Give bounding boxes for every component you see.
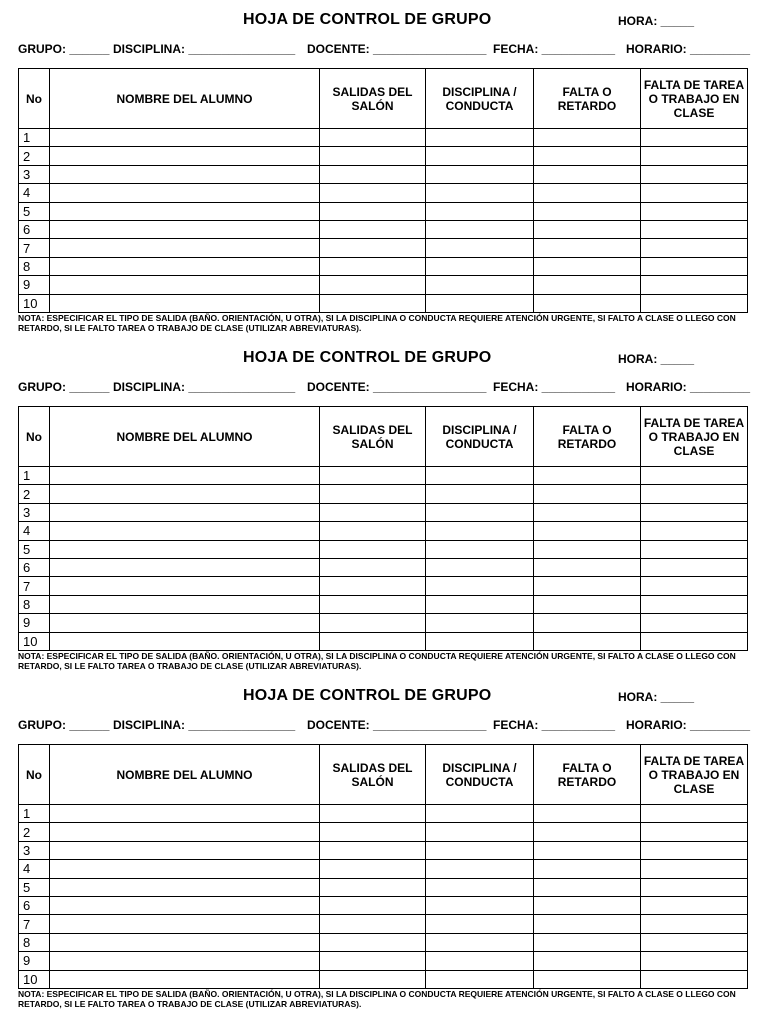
cell-tarea[interactable] <box>641 485 748 503</box>
row-number: 3 <box>19 841 50 859</box>
cell-salidas[interactable] <box>320 522 426 540</box>
student-table <box>18 406 748 651</box>
sheet-title: HOJA DE CONTROL DE GRUPO <box>243 687 492 704</box>
table-row <box>19 841 748 859</box>
control-sheet <box>0 676 768 1014</box>
grupo-field: GRUPO: ______ <box>18 380 110 394</box>
row-number: 1 <box>19 805 50 823</box>
cell-salidas[interactable] <box>320 276 426 294</box>
horario-field: HORARIO: _________ <box>626 718 751 732</box>
cell-salidas[interactable] <box>320 184 426 202</box>
column-header-nombre: NOMBRE DEL ALUMNO <box>50 407 320 467</box>
cell-disciplina[interactable] <box>426 147 534 165</box>
cell-falta[interactable] <box>534 522 641 540</box>
row-number: 10 <box>19 632 50 650</box>
cell-disciplina[interactable] <box>426 595 534 613</box>
cell-salidas[interactable] <box>320 257 426 275</box>
cell-tarea[interactable] <box>641 522 748 540</box>
cell-salidas[interactable] <box>320 933 426 951</box>
table-row <box>19 595 748 613</box>
cell-nombre[interactable] <box>50 632 320 650</box>
cell-nombre[interactable] <box>50 540 320 558</box>
column-header-salidas: SALIDAS DEL SALÓN <box>320 69 426 129</box>
hora-field: HORA: _____ <box>618 690 695 704</box>
cell-salidas[interactable] <box>320 860 426 878</box>
cell-nombre[interactable] <box>50 558 320 576</box>
table-header-row <box>19 745 748 805</box>
cell-nombre[interactable] <box>50 522 320 540</box>
cell-tarea[interactable] <box>641 632 748 650</box>
cell-disciplina[interactable] <box>426 632 534 650</box>
cell-tarea[interactable] <box>641 257 748 275</box>
cell-falta[interactable] <box>534 860 641 878</box>
cell-salidas[interactable] <box>320 595 426 613</box>
cell-tarea[interactable] <box>641 970 748 988</box>
cell-falta[interactable] <box>534 952 641 970</box>
cell-nombre[interactable] <box>50 595 320 613</box>
cell-disciplina[interactable] <box>426 915 534 933</box>
cell-disciplina[interactable] <box>426 485 534 503</box>
cell-disciplina[interactable] <box>426 970 534 988</box>
cell-tarea[interactable] <box>641 933 748 951</box>
control-sheet <box>0 338 768 676</box>
cell-tarea[interactable] <box>641 129 748 147</box>
column-header-no: No <box>19 69 50 129</box>
student-table <box>18 68 748 313</box>
cell-disciplina[interactable] <box>426 129 534 147</box>
cell-nombre[interactable] <box>50 952 320 970</box>
cell-falta[interactable] <box>534 276 641 294</box>
cell-falta[interactable] <box>534 933 641 951</box>
cell-salidas[interactable] <box>320 805 426 823</box>
cell-disciplina[interactable] <box>426 860 534 878</box>
cell-nombre[interactable] <box>50 823 320 841</box>
row-number: 1 <box>19 467 50 485</box>
column-header-disciplina: DISCIPLINA / CONDUCTA <box>426 69 534 129</box>
table-row <box>19 184 748 202</box>
cell-disciplina[interactable] <box>426 257 534 275</box>
column-header-falta: FALTA O RETARDO <box>534 69 641 129</box>
table-row <box>19 632 748 650</box>
row-number: 2 <box>19 823 50 841</box>
row-number: 7 <box>19 577 50 595</box>
cell-tarea[interactable] <box>641 202 748 220</box>
row-number: 8 <box>19 933 50 951</box>
cell-tarea[interactable] <box>641 577 748 595</box>
docente-field: DOCENTE: _________________ <box>307 42 487 56</box>
cell-disciplina[interactable] <box>426 503 534 521</box>
header-fields <box>18 42 758 58</box>
cell-nombre[interactable] <box>50 503 320 521</box>
cell-disciplina[interactable] <box>426 220 534 238</box>
cell-tarea[interactable] <box>641 595 748 613</box>
table-row <box>19 878 748 896</box>
cell-tarea[interactable] <box>641 614 748 632</box>
table-row <box>19 294 748 312</box>
header-fields <box>18 380 758 396</box>
table-row <box>19 467 748 485</box>
cell-salidas[interactable] <box>320 614 426 632</box>
cell-falta[interactable] <box>534 823 641 841</box>
cell-falta[interactable] <box>534 896 641 914</box>
cell-disciplina[interactable] <box>426 896 534 914</box>
horario-field: HORARIO: _________ <box>626 380 751 394</box>
table-header-row <box>19 407 748 467</box>
cell-disciplina[interactable] <box>426 522 534 540</box>
cell-salidas[interactable] <box>320 577 426 595</box>
cell-salidas[interactable] <box>320 823 426 841</box>
cell-tarea[interactable] <box>641 878 748 896</box>
cell-disciplina[interactable] <box>426 467 534 485</box>
row-number: 6 <box>19 896 50 914</box>
fecha-field: FECHA: ___________ <box>493 42 616 56</box>
cell-tarea[interactable] <box>641 823 748 841</box>
table-row <box>19 577 748 595</box>
table-row <box>19 970 748 988</box>
table-row <box>19 805 748 823</box>
cell-falta[interactable] <box>534 878 641 896</box>
cell-nombre[interactable] <box>50 165 320 183</box>
disciplina-field: DISCIPLINA: ________________ <box>113 380 296 394</box>
cell-nombre[interactable] <box>50 467 320 485</box>
column-header-tarea: FALTA DE TAREA O TRABAJO EN CLASE <box>641 69 748 129</box>
cell-disciplina[interactable] <box>426 294 534 312</box>
cell-nombre[interactable] <box>50 577 320 595</box>
row-number: 10 <box>19 294 50 312</box>
row-number: 5 <box>19 878 50 896</box>
table-row <box>19 165 748 183</box>
column-header-tarea: FALTA DE TAREA O TRABAJO EN CLASE <box>641 407 748 467</box>
column-header-falta: FALTA O RETARDO <box>534 745 641 805</box>
row-number: 4 <box>19 184 50 202</box>
horario-field: HORARIO: _________ <box>626 42 751 56</box>
cell-salidas[interactable] <box>320 632 426 650</box>
cell-falta[interactable] <box>534 257 641 275</box>
table-row <box>19 129 748 147</box>
cell-disciplina[interactable] <box>426 805 534 823</box>
row-number: 6 <box>19 220 50 238</box>
cell-falta[interactable] <box>534 129 641 147</box>
cell-nombre[interactable] <box>50 915 320 933</box>
cell-salidas[interactable] <box>320 540 426 558</box>
column-header-salidas: SALIDAS DEL SALÓN <box>320 407 426 467</box>
table-row <box>19 257 748 275</box>
cell-tarea[interactable] <box>641 294 748 312</box>
cell-falta[interactable] <box>534 220 641 238</box>
cell-salidas[interactable] <box>320 165 426 183</box>
cell-salidas[interactable] <box>320 878 426 896</box>
cell-salidas[interactable] <box>320 485 426 503</box>
cell-nombre[interactable] <box>50 257 320 275</box>
sheet-note: NOTA: ESPECIFICAR EL TIPO DE SALIDA (BAÑO. ORIENTACIÓN, U OTRA), SI LA DISCIPLINA O CONDUCTA REQUIERE ATENCIÓN URGENTE, SI FALTO A CLASE O LLEGO CON RETARDO, SI LE FALTO TAREA O TRABAJO DE CLASE (UTILIZAR ABREVIATURAS). <box>18 989 736 1009</box>
cell-disciplina[interactable] <box>426 165 534 183</box>
cell-falta[interactable] <box>534 147 641 165</box>
cell-falta[interactable] <box>534 202 641 220</box>
column-header-falta: FALTA O RETARDO <box>534 407 641 467</box>
cell-nombre[interactable] <box>50 184 320 202</box>
cell-nombre[interactable] <box>50 220 320 238</box>
row-number: 4 <box>19 522 50 540</box>
row-number: 7 <box>19 915 50 933</box>
cell-tarea[interactable] <box>641 276 748 294</box>
row-number: 5 <box>19 540 50 558</box>
row-number: 9 <box>19 952 50 970</box>
table-row <box>19 614 748 632</box>
student-table <box>18 744 748 989</box>
cell-nombre[interactable] <box>50 805 320 823</box>
cell-tarea[interactable] <box>641 540 748 558</box>
table-row <box>19 915 748 933</box>
cell-falta[interactable] <box>534 915 641 933</box>
cell-falta[interactable] <box>534 503 641 521</box>
cell-tarea[interactable] <box>641 860 748 878</box>
fecha-field: FECHA: ___________ <box>493 718 616 732</box>
cell-nombre[interactable] <box>50 276 320 294</box>
row-number: 2 <box>19 485 50 503</box>
cell-falta[interactable] <box>534 805 641 823</box>
table-row <box>19 952 748 970</box>
hora-field: HORA: _____ <box>618 352 695 366</box>
docente-field: DOCENTE: _________________ <box>307 718 487 732</box>
table-header-row <box>19 69 748 129</box>
column-header-nombre: NOMBRE DEL ALUMNO <box>50 745 320 805</box>
cell-salidas[interactable] <box>320 970 426 988</box>
row-number: 10 <box>19 970 50 988</box>
cell-disciplina[interactable] <box>426 841 534 859</box>
table-row <box>19 540 748 558</box>
row-number: 3 <box>19 165 50 183</box>
cell-salidas[interactable] <box>320 294 426 312</box>
cell-disciplina[interactable] <box>426 878 534 896</box>
cell-tarea[interactable] <box>641 220 748 238</box>
row-number: 8 <box>19 595 50 613</box>
cell-falta[interactable] <box>534 632 641 650</box>
row-number: 6 <box>19 558 50 576</box>
cell-disciplina[interactable] <box>426 184 534 202</box>
cell-nombre[interactable] <box>50 239 320 257</box>
cell-nombre[interactable] <box>50 485 320 503</box>
row-number: 2 <box>19 147 50 165</box>
table-row <box>19 202 748 220</box>
disciplina-field: DISCIPLINA: ________________ <box>113 42 296 56</box>
disciplina-field: DISCIPLINA: ________________ <box>113 718 296 732</box>
cell-nombre[interactable] <box>50 970 320 988</box>
row-number: 5 <box>19 202 50 220</box>
table-row <box>19 503 748 521</box>
cell-tarea[interactable] <box>641 805 748 823</box>
cell-nombre[interactable] <box>50 614 320 632</box>
cell-tarea[interactable] <box>641 165 748 183</box>
cell-salidas[interactable] <box>320 896 426 914</box>
cell-disciplina[interactable] <box>426 558 534 576</box>
cell-tarea[interactable] <box>641 896 748 914</box>
cell-tarea[interactable] <box>641 952 748 970</box>
table-row <box>19 933 748 951</box>
cell-disciplina[interactable] <box>426 239 534 257</box>
cell-falta[interactable] <box>534 614 641 632</box>
column-header-no: No <box>19 745 50 805</box>
row-number: 9 <box>19 614 50 632</box>
column-header-tarea: FALTA DE TAREA O TRABAJO EN CLASE <box>641 745 748 805</box>
sheet-note: NOTA: ESPECIFICAR EL TIPO DE SALIDA (BAÑO. ORIENTACIÓN, U OTRA), SI LA DISCIPLINA O CONDUCTA REQUIERE ATENCIÓN URGENTE, SI FALTO A CLASE O LLEGO CON RETARDO, SI LE FALTO TAREA O TRABAJO DE CLASE (UTILIZAR ABREVIATURAS). <box>18 651 736 671</box>
control-sheet <box>0 0 768 338</box>
table-row <box>19 860 748 878</box>
cell-tarea[interactable] <box>641 841 748 859</box>
row-number: 9 <box>19 276 50 294</box>
column-header-no: No <box>19 407 50 467</box>
cell-salidas[interactable] <box>320 220 426 238</box>
cell-nombre[interactable] <box>50 147 320 165</box>
table-row <box>19 239 748 257</box>
cell-falta[interactable] <box>534 239 641 257</box>
cell-salidas[interactable] <box>320 202 426 220</box>
table-row <box>19 896 748 914</box>
fecha-field: FECHA: ___________ <box>493 380 616 394</box>
cell-salidas[interactable] <box>320 129 426 147</box>
cell-salidas[interactable] <box>320 147 426 165</box>
cell-tarea[interactable] <box>641 467 748 485</box>
table-row <box>19 220 748 238</box>
cell-falta[interactable] <box>534 467 641 485</box>
hora-field: HORA: _____ <box>618 14 695 28</box>
grupo-field: GRUPO: ______ <box>18 42 110 56</box>
cell-nombre[interactable] <box>50 294 320 312</box>
cell-disciplina[interactable] <box>426 823 534 841</box>
cell-nombre[interactable] <box>50 129 320 147</box>
cell-tarea[interactable] <box>641 503 748 521</box>
cell-salidas[interactable] <box>320 239 426 257</box>
table-row <box>19 558 748 576</box>
table-row <box>19 276 748 294</box>
sheet-title: HOJA DE CONTROL DE GRUPO <box>243 11 492 28</box>
cell-falta[interactable] <box>534 294 641 312</box>
cell-falta[interactable] <box>534 558 641 576</box>
column-header-disciplina: DISCIPLINA / CONDUCTA <box>426 745 534 805</box>
grupo-field: GRUPO: ______ <box>18 718 110 732</box>
cell-nombre[interactable] <box>50 202 320 220</box>
table-row <box>19 823 748 841</box>
header-fields <box>18 718 758 734</box>
cell-nombre[interactable] <box>50 841 320 859</box>
cell-disciplina[interactable] <box>426 202 534 220</box>
table-row <box>19 522 748 540</box>
row-number: 8 <box>19 257 50 275</box>
cell-tarea[interactable] <box>641 239 748 257</box>
docente-field: DOCENTE: _________________ <box>307 380 487 394</box>
cell-salidas[interactable] <box>320 503 426 521</box>
cell-nombre[interactable] <box>50 896 320 914</box>
cell-tarea[interactable] <box>641 915 748 933</box>
cell-falta[interactable] <box>534 970 641 988</box>
cell-salidas[interactable] <box>320 952 426 970</box>
row-number: 1 <box>19 129 50 147</box>
cell-disciplina[interactable] <box>426 614 534 632</box>
cell-falta[interactable] <box>534 577 641 595</box>
sheet-title: HOJA DE CONTROL DE GRUPO <box>243 349 492 366</box>
cell-falta[interactable] <box>534 841 641 859</box>
cell-falta[interactable] <box>534 595 641 613</box>
cell-salidas[interactable] <box>320 915 426 933</box>
cell-disciplina[interactable] <box>426 276 534 294</box>
table-row <box>19 147 748 165</box>
column-header-nombre: NOMBRE DEL ALUMNO <box>50 69 320 129</box>
cell-disciplina[interactable] <box>426 952 534 970</box>
cell-falta[interactable] <box>534 165 641 183</box>
column-header-salidas: SALIDAS DEL SALÓN <box>320 745 426 805</box>
cell-disciplina[interactable] <box>426 933 534 951</box>
cell-salidas[interactable] <box>320 558 426 576</box>
column-header-disciplina: DISCIPLINA / CONDUCTA <box>426 407 534 467</box>
cell-nombre[interactable] <box>50 878 320 896</box>
cell-nombre[interactable] <box>50 860 320 878</box>
table-row <box>19 485 748 503</box>
sheet-note: NOTA: ESPECIFICAR EL TIPO DE SALIDA (BAÑO. ORIENTACIÓN, U OTRA), SI LA DISCIPLINA O CONDUCTA REQUIERE ATENCIÓN URGENTE, SI FALTO A CLASE O LLEGO CON RETARDO, SI LE FALTO TAREA O TRABAJO DE CLASE (UTILIZAR ABREVIATURAS). <box>18 313 736 333</box>
cell-nombre[interactable] <box>50 933 320 951</box>
row-number: 7 <box>19 239 50 257</box>
cell-falta[interactable] <box>534 485 641 503</box>
cell-falta[interactable] <box>534 184 641 202</box>
cell-salidas[interactable] <box>320 467 426 485</box>
cell-tarea[interactable] <box>641 184 748 202</box>
row-number: 3 <box>19 503 50 521</box>
row-number: 4 <box>19 860 50 878</box>
cell-disciplina[interactable] <box>426 577 534 595</box>
cell-tarea[interactable] <box>641 558 748 576</box>
cell-salidas[interactable] <box>320 841 426 859</box>
cell-falta[interactable] <box>534 540 641 558</box>
cell-tarea[interactable] <box>641 147 748 165</box>
cell-disciplina[interactable] <box>426 540 534 558</box>
